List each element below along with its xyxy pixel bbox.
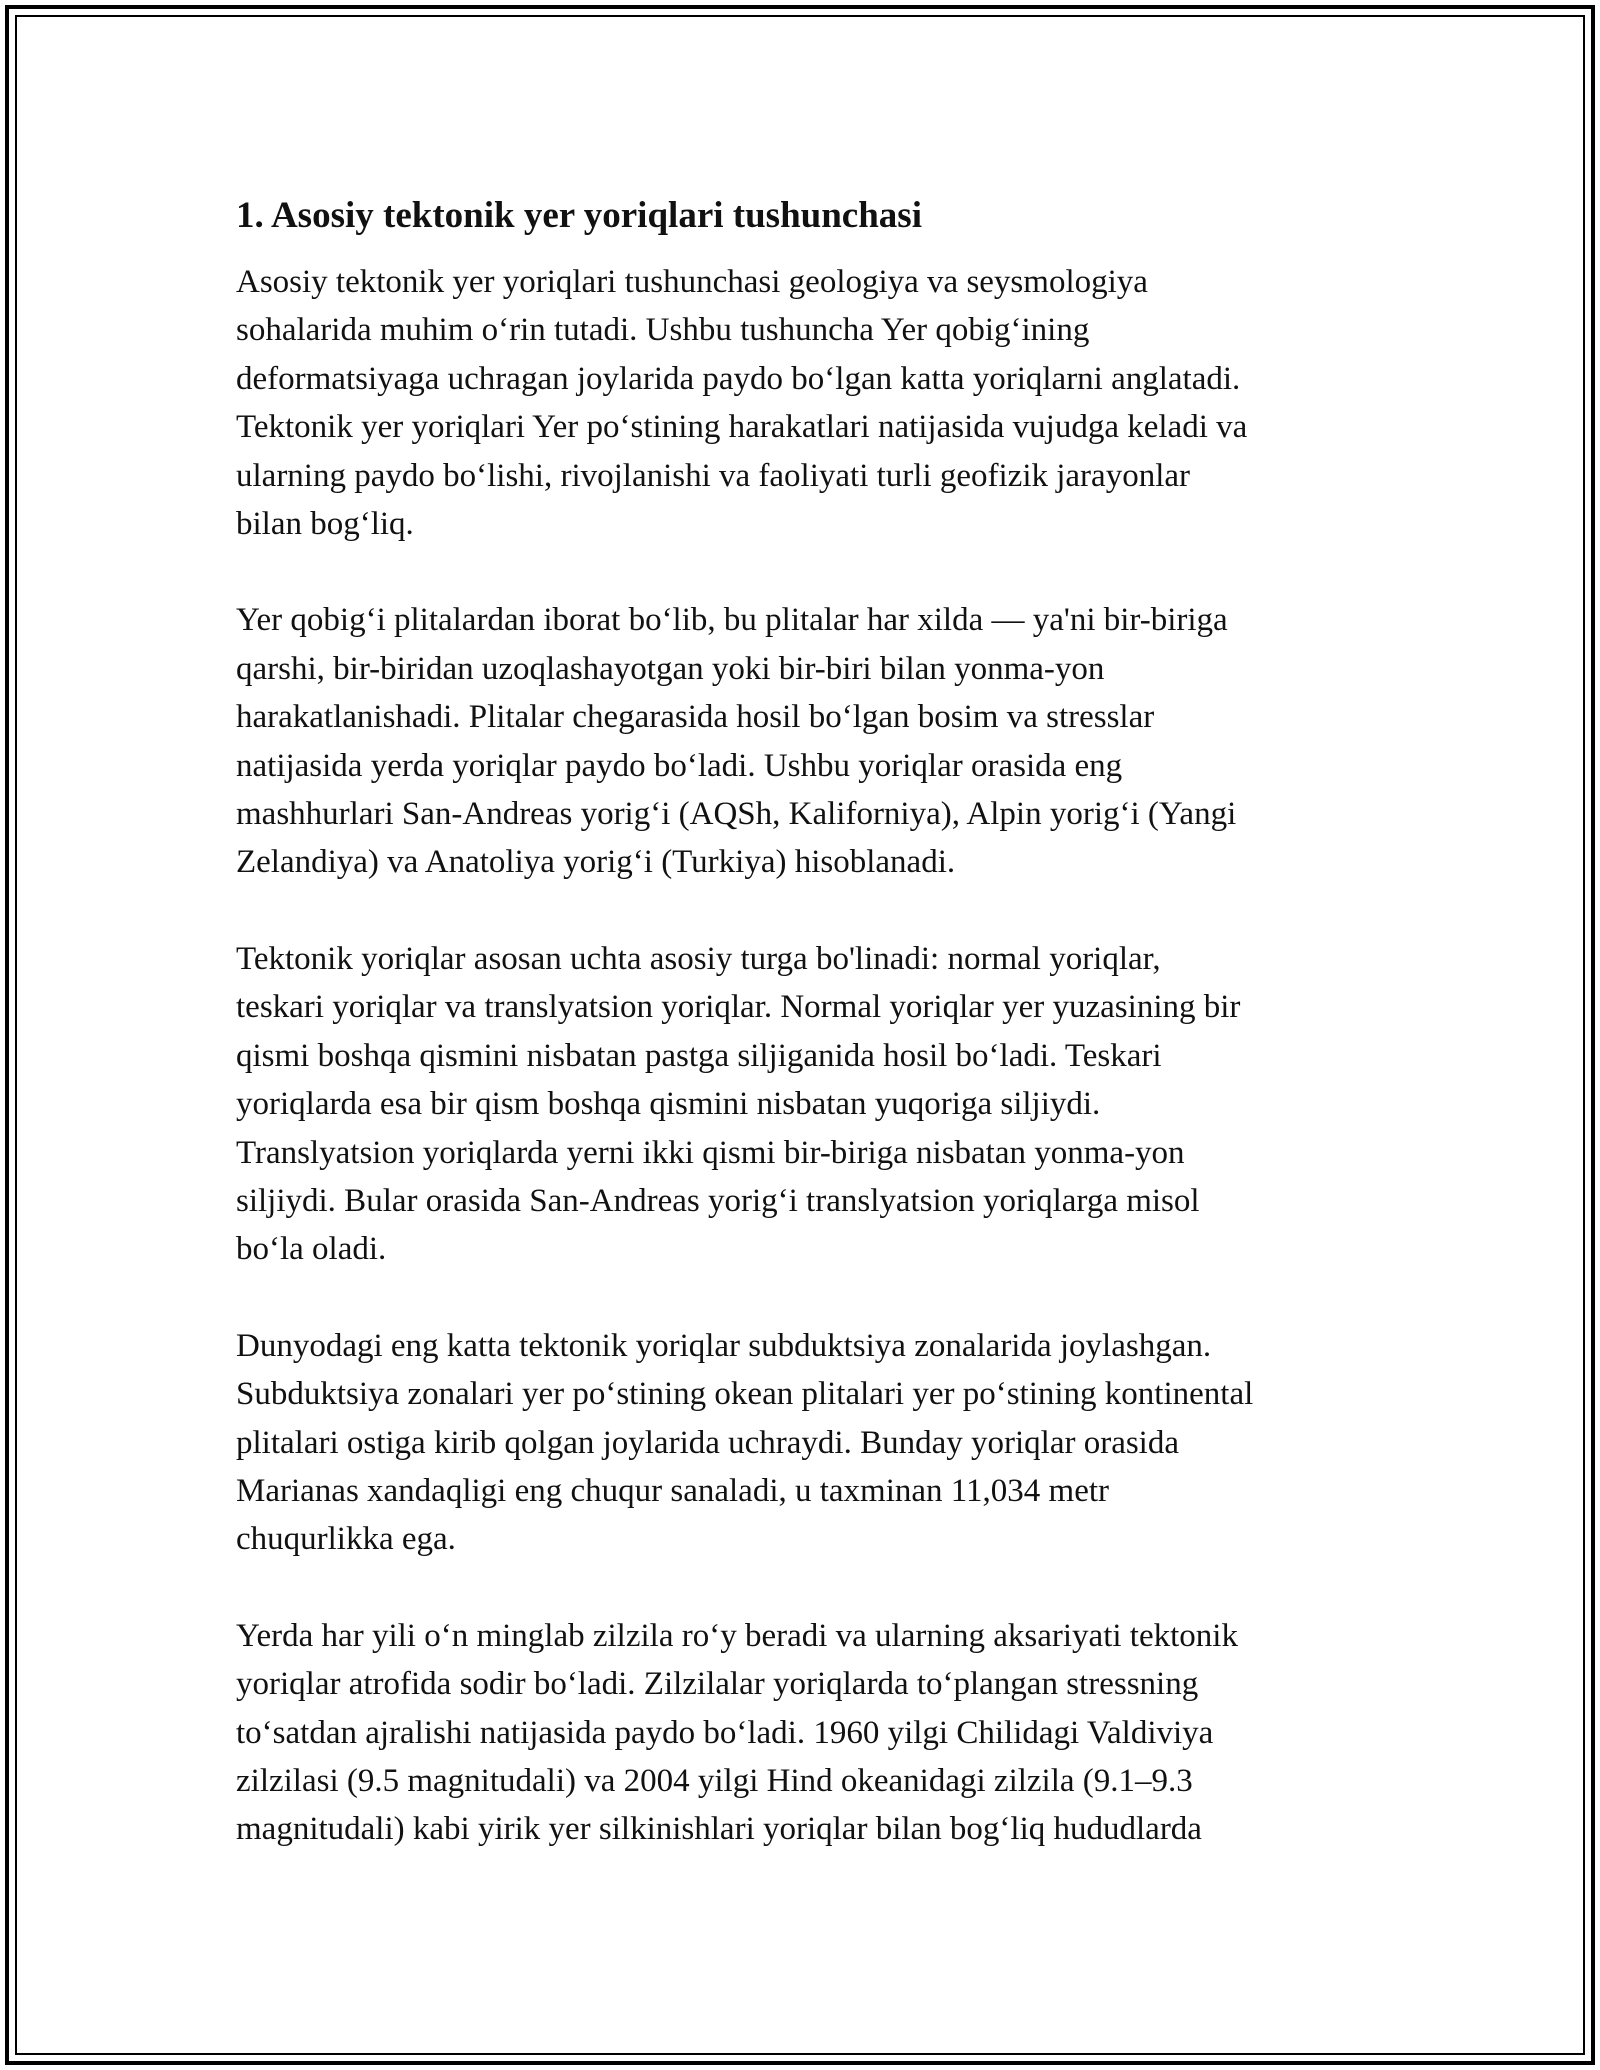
paragraph-3: Tektonik yoriqlar asosan uchta asosiy turga bo'linadi: normal yoriqlar, teskari yoriqlar va translyatsion yoriqlar. Normal yoriqlar yer yuzasining bir qismi boshqa qismini nisbatan pastga siljiganida hosil bo‘ladi. Teskari yoriqlarda esa bir qism boshqa qismini nisbatan yuqoriga siljiydi. Translyatsion yoriqlarda yerni ikki qismi bir-biriga nisbatan yonma-yon siljiydi. Bular orasida San-Andreas yorig‘i translyatsion yoriqlarga misol bo‘la oladi. [236,940,1241,1268]
document-body [236,186,1386,1902]
section-heading: 1. Asosiy tektonik yer yoriqlari tushunchasi [236,195,922,236]
paragraph-5: Yerda har yili o‘n minglab zilzila ro‘y beradi va ularning aksariyati tektonik yoriqlar atrofida sodir bo‘ladi. Zilzilalar yoriqlarda to‘plangan stressning to‘satdan ajralishi natijasida paydo bo‘ladi. 1960 yilgi Chilidagi Valdiviya zilzilasi (9.5 magnitudali) va 2004 yilgi Hind okeanidagi zilzila (9.1–9.3 magnitudali) kabi yirik yer silkinishlari yoriqlar bilan bog‘liq hududlarda [236,1617,1238,1848]
paragraph-1: Asosiy tektonik yer yoriqlari tushunchasi geologiya va seysmologiya sohalarida muhim o‘rin tutadi. Ushbu tushuncha Yer qobig‘ining deformatsiyaga uchragan joylarida paydo bo‘lgan katta yoriqlarni anglatadi. Tektonik yer yoriqlari Yer po‘stining harakatlari natijasida vujudga keladi va ularning paydo bo‘lishi, rivojlanishi va faoliyati turli geofizik jarayonlar bilan bog‘liq. [236,264,1248,543]
paragraph-2: Yer qobig‘i plitalardan iborat bo‘lib, bu plitalar har xilda — ya'ni bir-biriga qarshi, bir-biridan uzoqlashayotgan yoki bir-biri bilan yonma-yon harakatlanishadi. Plitalar chegarasida hosil bo‘lgan bosim va stresslar natijasida yerda yoriqlar paydo bo‘ladi. Ushbu yoriqlar orasida eng mashhurlari San-Andreas yorig‘i (AQSh, Kaliforniya), Alpin yorig‘i (Yangi Zelandiya) va Anatoliya yorig‘i (Turkiya) hisoblanadi. [236,602,1237,881]
paragraph-4: Dunyodagi eng katta tektonik yoriqlar subduktsiya zonalarida joylashgan. Subduktsiya zonalari yer po‘stining okean plitalari yer po‘stining kontinental plitalari ostiga kirib qolgan joylarida uchraydi. Bunday yoriqlar orasida Marianas xandaqligi eng chuqur sanaladi, u taxminan 11,034 metr chuqurlikka ega. [236,1327,1254,1558]
